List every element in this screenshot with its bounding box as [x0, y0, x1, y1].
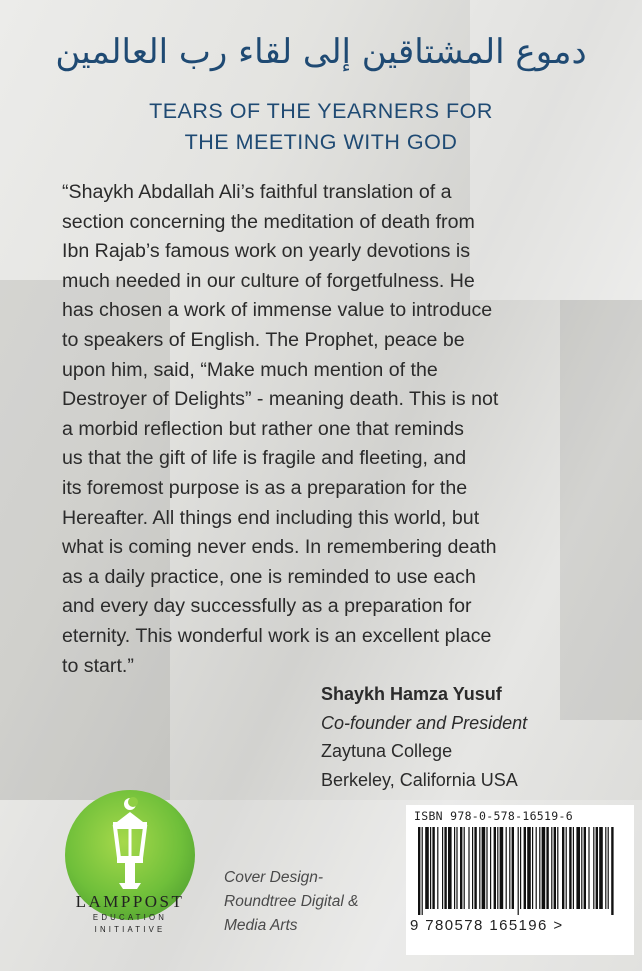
- barcode-bar: [482, 827, 486, 909]
- barcode-bar: [509, 827, 510, 909]
- barcode-bar: [584, 827, 586, 909]
- barcode-bar: [418, 827, 420, 915]
- barcode-bar: [500, 827, 504, 909]
- quote-line: upon him, said, “Make much mention of the: [62, 358, 438, 381]
- quote-line-last: to start.”: [62, 654, 134, 677]
- barcode-bar: [468, 827, 469, 909]
- isbn-label: ISBN 978-0-578-16519-6: [414, 809, 573, 823]
- barcode-bar: [527, 827, 531, 909]
- barcode-bar: [472, 827, 473, 909]
- barcode-bar: [490, 827, 491, 909]
- arabic-title: دموع المشتاقين إلى لقاء رب العالمين: [55, 32, 587, 72]
- credit-line-1: Cover Design-: [224, 869, 324, 886]
- barcode-bar: [588, 827, 589, 909]
- english-title-line-2: THE MEETING WITH GOD: [184, 130, 458, 154]
- barcode-bar: [464, 827, 465, 909]
- quote-line: has chosen a work of immense value to introduce: [62, 299, 493, 322]
- quote-line: eternity. This wonderful work is an excellent place: [62, 624, 492, 647]
- attribution: [321, 680, 611, 794]
- quote-line: its foremost purpose is as a preparation for the: [62, 476, 468, 499]
- barcode-bar: [608, 827, 609, 909]
- quote-line: to speakers of English. The Prophet, peace be: [62, 328, 465, 351]
- barcode-bar: [593, 827, 594, 909]
- barcode-bar: [539, 827, 540, 909]
- quote-line: a morbid reflection but rather one that reminds: [62, 417, 464, 440]
- english-title: [40, 96, 602, 158]
- barcode-bar: [611, 827, 613, 915]
- barcode-bar: [532, 827, 533, 909]
- barcode-bar: [474, 827, 476, 909]
- barcode-bar: [562, 827, 564, 909]
- quote-line: us that the gift of life is fragile and fleeting, and: [62, 447, 467, 470]
- quote-line: Hereafter. All things end including this world, but: [62, 506, 480, 529]
- barcode-bar: [576, 827, 580, 909]
- barcode-bar: [430, 827, 431, 909]
- barcode-bar: [422, 827, 423, 915]
- barcode-bar: [437, 827, 438, 909]
- barcode-bar: [494, 827, 496, 909]
- barcode-bar: [581, 827, 582, 909]
- quote-line: much needed in our culture of forgetfulness. He: [62, 269, 475, 292]
- credit-line-3: Media Arts: [224, 917, 298, 934]
- quote-line: as a daily practice, one is reminded to use each: [62, 565, 476, 588]
- barcode-digits: 9 780578 165196 >: [410, 917, 564, 934]
- attribution-role: Co-founder and President: [321, 712, 528, 733]
- barcode-bar: [566, 827, 567, 909]
- barcode-bar: [573, 827, 574, 909]
- barcode-bar: [444, 827, 446, 909]
- attribution-name: Shaykh Hamza Yusuf: [321, 684, 502, 704]
- barcode-box: [406, 805, 634, 955]
- barcode-bar: [599, 827, 603, 909]
- barcode-bar: [497, 827, 498, 909]
- quote-line: Destroyer of Delights” - meaning death. This is not: [62, 388, 499, 411]
- barcode-bar: [454, 827, 455, 909]
- barcode-bar: [448, 827, 452, 909]
- quote-line: section concerning the meditation of death from: [62, 210, 475, 233]
- barcode-bar: [557, 827, 558, 909]
- barcode-bar: [512, 827, 514, 909]
- credit-line-2: Roundtree Digital &: [224, 893, 359, 910]
- barcode-bar: [456, 827, 457, 909]
- barcode-bar: [520, 827, 521, 909]
- quote-line: and every day successfully as a preparation for: [62, 595, 472, 618]
- cover-design-credit: [224, 866, 404, 938]
- quote-line: what is coming never ends. In remembering death: [62, 536, 497, 559]
- lamppost-name: LAMPPOST: [75, 892, 185, 911]
- barcode-bar: [569, 827, 571, 909]
- barcode-bar: [596, 827, 598, 909]
- quote-line: “Shaykh Abdallah Ali’s faithful translation of a: [62, 181, 452, 203]
- lamppost-subtitle-education: EDUCATION: [92, 913, 168, 922]
- barcode-bar: [524, 827, 526, 909]
- attribution-org: Zaytuna College: [321, 741, 453, 761]
- barcode-bar: [460, 827, 462, 909]
- barcode-bar: [546, 827, 548, 909]
- barcode: [414, 827, 619, 915]
- barcode-bar: [554, 827, 556, 909]
- lamppost-subtitle-initiative: INITIATIVE: [94, 925, 166, 934]
- barcode-bar: [486, 827, 487, 909]
- quote-line: Ibn Rajab’s famous work on yearly devotions is: [62, 240, 471, 263]
- barcode-bar: [551, 827, 552, 909]
- barcode-bar: [479, 827, 480, 909]
- barcode-bar: [506, 827, 507, 909]
- english-title-line-1: TEARS OF THE YEARNERS FOR: [149, 99, 493, 123]
- barcode-bar: [542, 827, 546, 909]
- barcode-bar: [605, 827, 606, 909]
- endorsement-quote: [62, 178, 582, 681]
- attribution-location: Berkeley, California USA: [321, 769, 518, 790]
- barcode-bar: [425, 827, 429, 909]
- barcode-bar: [432, 827, 434, 909]
- barcode-bar: [442, 827, 443, 909]
- barcode-bar: [518, 827, 519, 915]
- barcode-bar: [536, 827, 537, 909]
